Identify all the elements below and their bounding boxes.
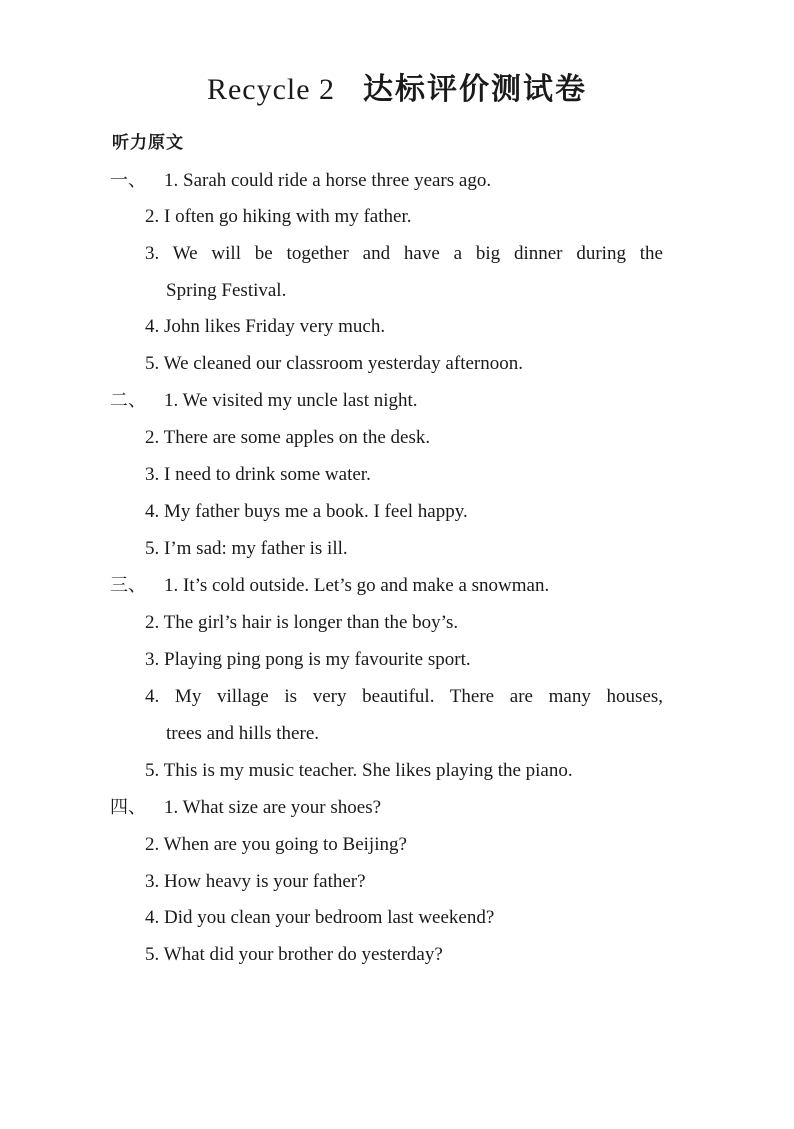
list-item bbox=[145, 462, 371, 488]
list-item bbox=[145, 647, 471, 673]
sentence: 1. What size are your shoes? bbox=[164, 797, 382, 818]
sentence: 4. John likes Friday very much. bbox=[145, 316, 386, 337]
title-chinese: 达标评价测试卷 bbox=[363, 72, 588, 107]
section-marker: 四、 bbox=[110, 797, 146, 818]
list-item-continuation bbox=[166, 721, 319, 747]
list-item bbox=[145, 425, 430, 451]
list-item bbox=[145, 942, 443, 968]
sentence: 2. There are some apples on the desk. bbox=[145, 427, 431, 448]
list-item bbox=[145, 351, 523, 377]
page-title bbox=[0, 68, 794, 112]
sentence: 2. When are you going to Beijing? bbox=[145, 834, 407, 855]
sentence: 2. I often go hiking with my father. bbox=[145, 206, 412, 227]
list-item bbox=[145, 241, 663, 267]
sentence: trees and hills there. bbox=[166, 723, 320, 744]
sentence: 3. I need to drink some water. bbox=[145, 464, 371, 485]
list-item-continuation bbox=[166, 278, 286, 304]
sentence: 1. Sarah could ride a horse three years ago. bbox=[164, 170, 492, 191]
list-item bbox=[110, 388, 418, 414]
list-item bbox=[110, 573, 549, 599]
sentence: 1. We visited my uncle last night. bbox=[164, 390, 418, 411]
sentence: 5. We cleaned our classroom yesterday afternoon. bbox=[145, 353, 523, 374]
sentence: 5. What did your brother do yesterday? bbox=[145, 944, 443, 965]
section-marker: 一、 bbox=[110, 170, 146, 191]
sentence: 3. How heavy is your father? bbox=[145, 871, 366, 892]
list-item bbox=[145, 499, 468, 525]
list-item bbox=[145, 832, 407, 858]
list-item bbox=[145, 758, 573, 784]
sentence: Spring Festival. bbox=[166, 280, 287, 301]
sentence: 1. It’s cold outside. Let’s go and make a snowman. bbox=[164, 575, 550, 596]
list-item bbox=[145, 905, 494, 931]
section-marker: 三、 bbox=[110, 575, 146, 596]
sentence: 4. My village is very beautiful. There are many houses, bbox=[145, 686, 663, 707]
list-item bbox=[145, 314, 385, 340]
list-item bbox=[145, 684, 663, 710]
section-marker: 二、 bbox=[110, 390, 146, 411]
list-item bbox=[110, 168, 491, 194]
sentence: 4. My father buys me a book. I feel happy. bbox=[145, 501, 468, 522]
sentence: 3. Playing ping pong is my favourite sport. bbox=[145, 649, 471, 670]
sentence: 3. We will be together and have a big dinner during the bbox=[145, 243, 663, 264]
list-item bbox=[145, 869, 366, 895]
list-item bbox=[110, 795, 381, 821]
sentence: 2. The girl’s hair is longer than the boy’s. bbox=[145, 612, 459, 633]
section-heading-transcript: 听力原文 bbox=[112, 133, 184, 153]
title-english: Recycle 2 bbox=[206, 73, 336, 106]
list-item bbox=[145, 610, 458, 636]
sentence: 5. This is my music teacher. She likes playing the piano. bbox=[145, 760, 573, 781]
sentence: 4. Did you clean your bedroom last weekend? bbox=[145, 907, 495, 928]
list-item bbox=[145, 204, 411, 230]
list-item bbox=[145, 536, 348, 562]
sentence: 5. I’m sad: my father is ill. bbox=[145, 538, 348, 559]
